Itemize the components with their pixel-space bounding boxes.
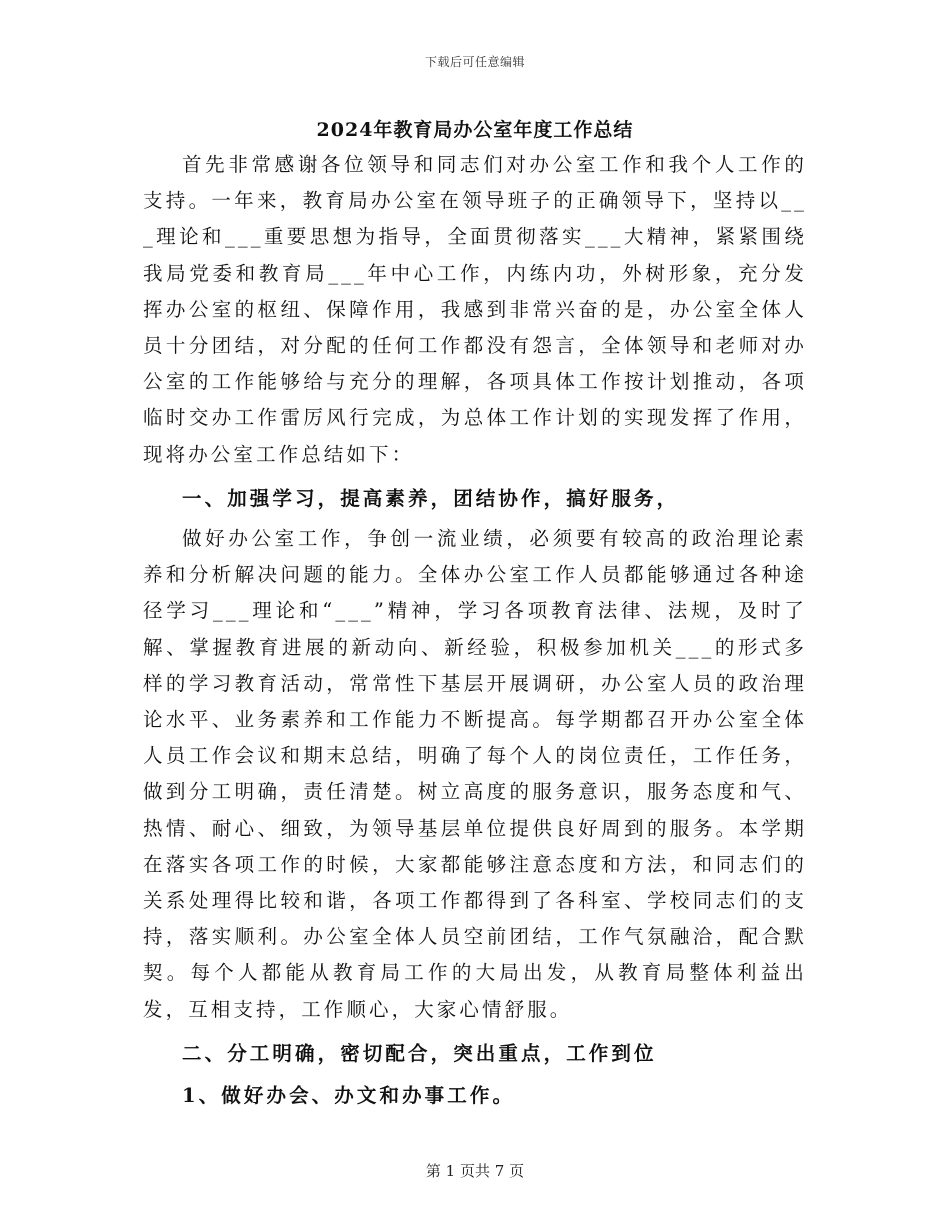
paragraph-section-1: 做好办公室工作，争创一流业绩，必须要有较高的政治理论素养和分析解决问题的能力。全体办公室工作人员都能够通过各种途径学习___理论和“___”精神，学习各项教育法律、法规，及时了解、掌握教育进展的新动向、新经验，积极参加机关___的形式多样的学习教育活动，常常性下基层开展调研，办公室人员的政治理论水平、业务素养和工作能力不断提高。每学期都召开办公室全体人员工作会议和期末总结，明确了每个人的岗位责任，工作任务，做到分工明确，责任清楚。树立高度的服务意识，服务态度和气、热情、耐心、细致，为领导基层单位提供良好周到的服务。本学期在落实各项工作的时候，大家都能够注意态度和方法，和同志们的关系处理得比较和谐，各项工作都得到了各科室、学校同志们的支持，落实顺利。办公室全体人员空前团结，工作气氛融洽，配合默契。每个人都能从教育局工作的大局出发，从教育局整体利益出发，互相支持，工作顺心，大家心情舒服。 bbox=[143, 527, 807, 1021]
document-body bbox=[143, 147, 807, 1114]
header-note: 下载后可任意编辑 bbox=[424, 55, 525, 69]
page-footer: 第 1 页共 7 页 bbox=[425, 1162, 525, 1180]
section-heading-2: 二、分工明确，密切配合，突出重点，工作到位 bbox=[182, 1041, 657, 1065]
paragraph-intro: 首先非常感谢各位领导和同志们对办公室工作和我个人工作的支持。一年来，教育局办公室在领导班子的正确领导下，坚持以___理论和___重要思想为指导，全面贯彻落实___大精神，紧紧围绕我局党委和教育局___年中心工作，内练内功，外树形象，充分发挥办公室的枢纽、保障作用，我感到非常兴奋的是，办公室全体人员十分团结，对分配的任何工作都没有怨言，全体领导和老师对办公室的工作能够给与充分的理解，各项具体工作按计划推动，各项临时交办工作雷厉风行完成，为总体工作计划的实现发挥了作用，现将办公室工作总结如下： bbox=[143, 153, 807, 466]
document-title: 2024年教育局办公室年度工作总结 bbox=[316, 119, 634, 141]
section-heading-1: 一、加强学习，提高素养，团结协作，搞好服务， bbox=[182, 486, 680, 510]
sub-heading-1: 1、做好办会、办文和办事工作。 bbox=[182, 1084, 516, 1108]
